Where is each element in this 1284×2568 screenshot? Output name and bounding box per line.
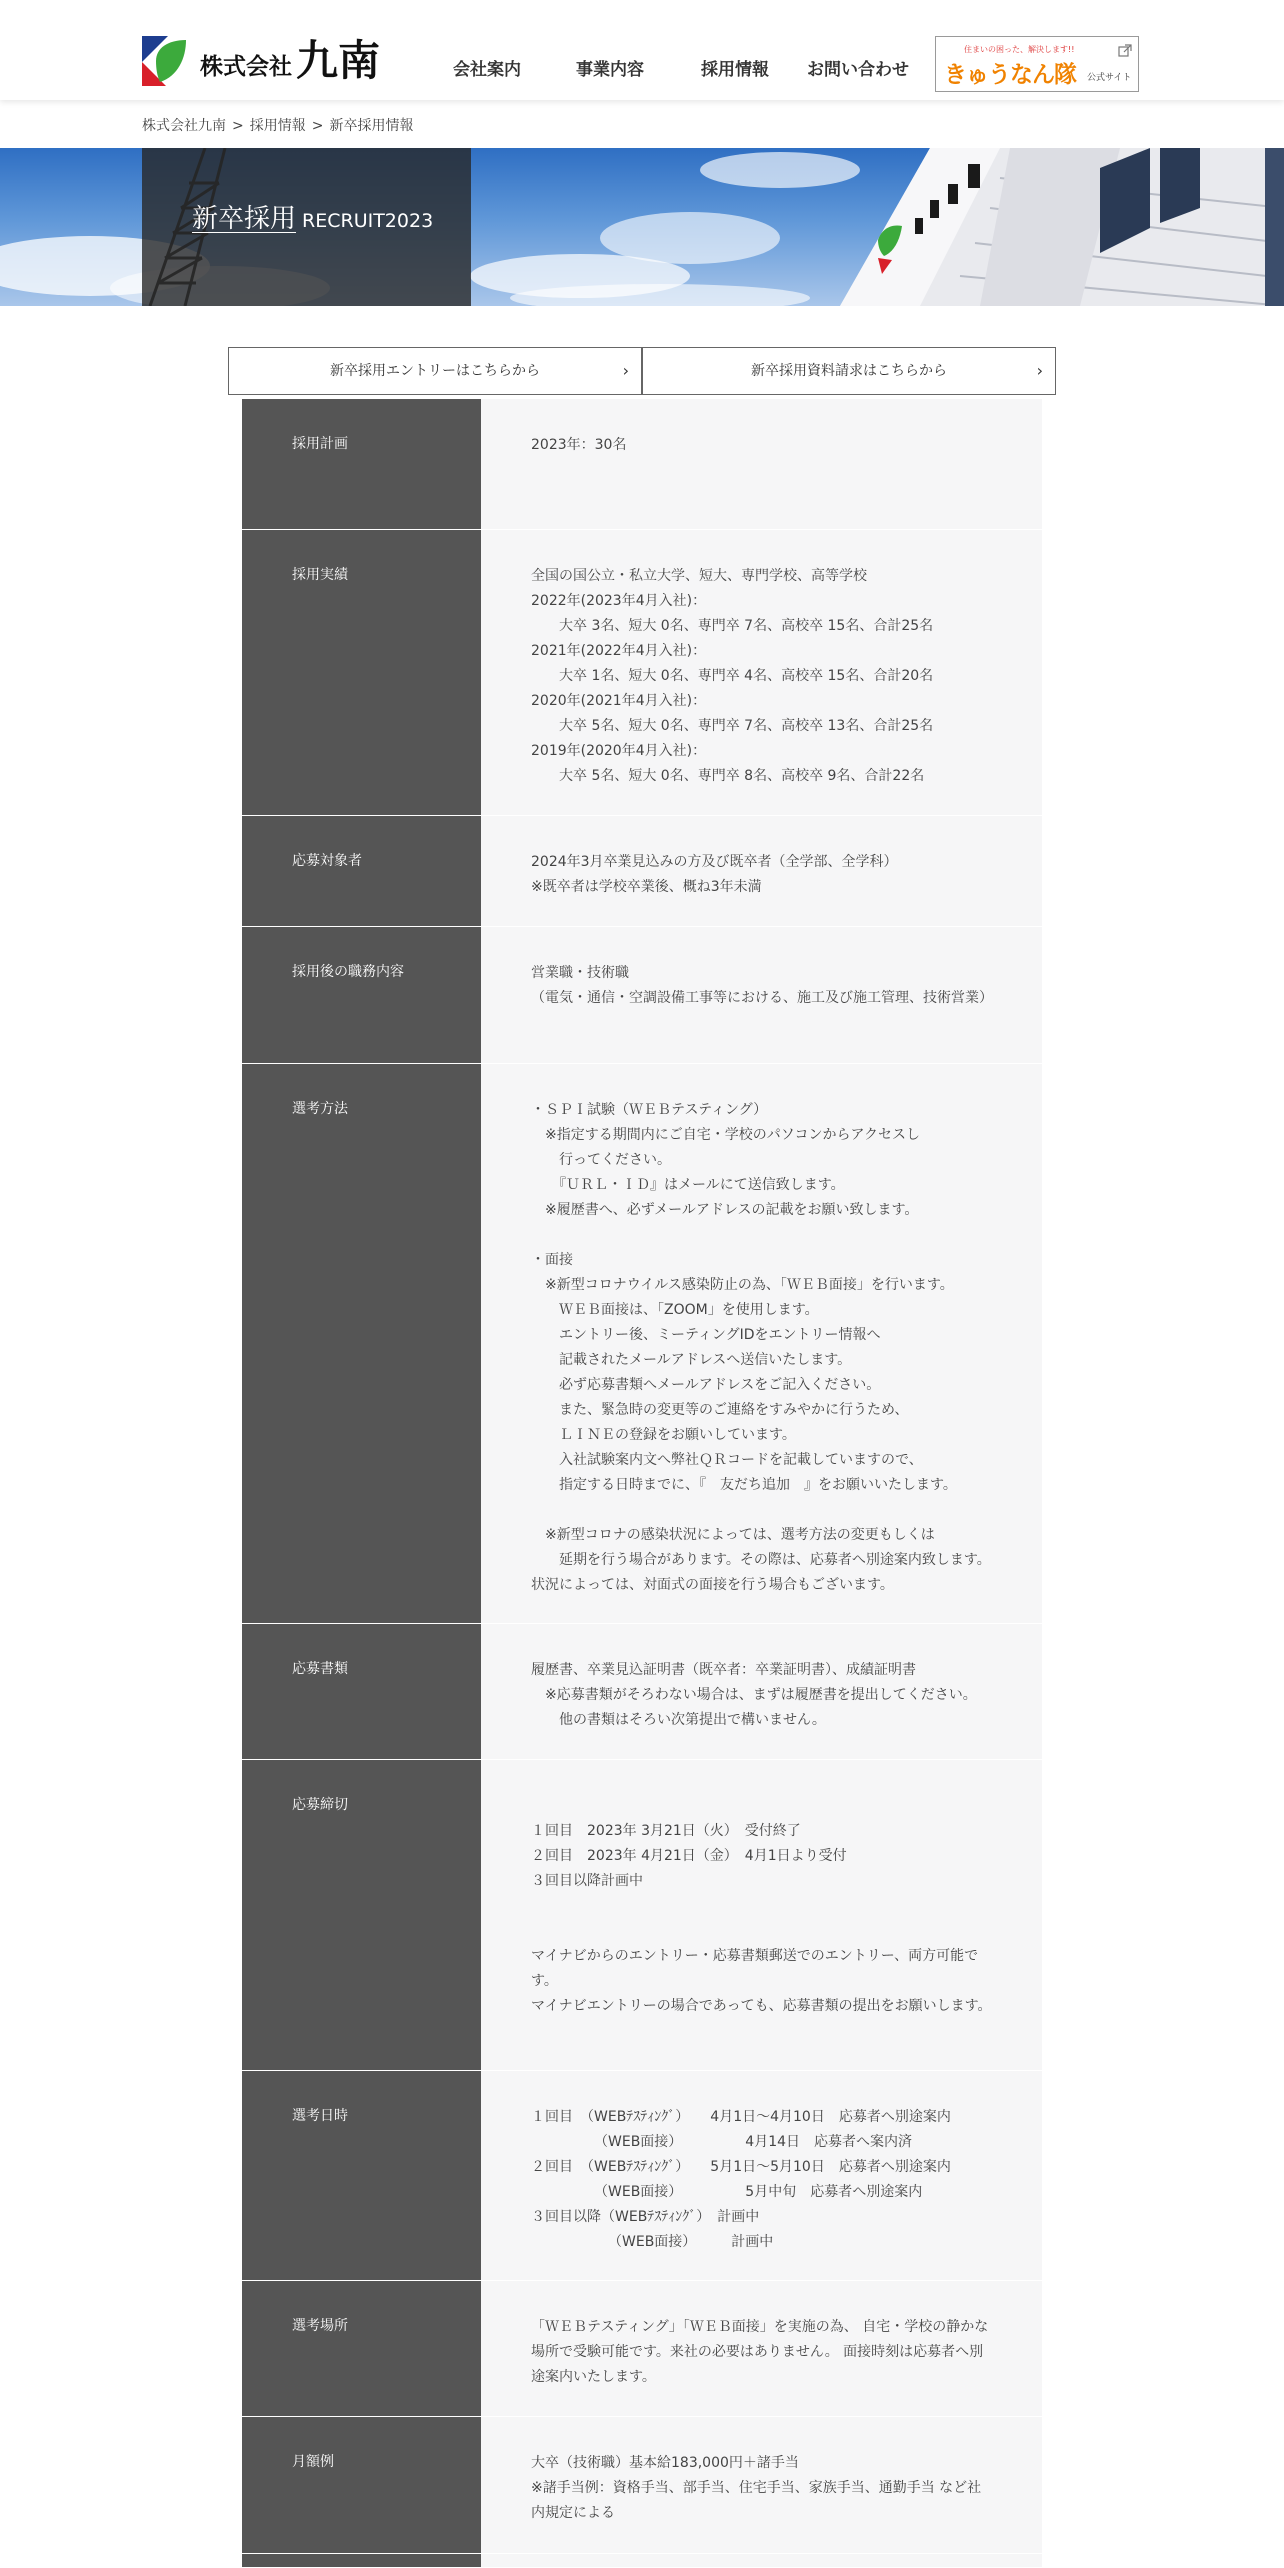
hero-title-box	[142, 148, 471, 306]
table-row	[242, 399, 1042, 530]
table-data-cell	[481, 2554, 1042, 2568]
table-row	[242, 530, 1042, 816]
table-header-cell: 応募対象者	[242, 816, 481, 927]
breadcrumb	[142, 115, 413, 135]
materials-button-label: 新卒採用資料請求はこちらから	[751, 363, 947, 379]
table-header-cell: 応募書類	[242, 1624, 481, 1760]
chevron-right-icon: ›	[622, 361, 629, 380]
breadcrumb-home[interactable]: 株式会社九南	[142, 118, 226, 134]
entry-button[interactable]	[228, 347, 642, 395]
materials-request-button[interactable]	[642, 347, 1056, 395]
table-header-cell: 採用計画	[242, 399, 481, 530]
nav-company[interactable]: 会社案内	[453, 60, 521, 80]
table-row	[242, 2554, 1042, 2568]
table-header-cell: 採用実績	[242, 530, 481, 816]
breadcrumb-separator: >	[232, 118, 244, 134]
nav-business[interactable]: 事業内容	[576, 60, 644, 80]
site-logo[interactable]	[142, 34, 380, 88]
recruitment-table	[242, 399, 1042, 2568]
table-header-cell	[242, 2554, 481, 2568]
table-data-cell: 2024年3月卒業見込みの方及び既卒者（全学部、全学科） ※既卒者は学校卒業後、概ね3年未満	[481, 816, 1042, 927]
table-data-cell: 全国の国公立・私立大学、短大、専門学校、高等学校 2022年(2023年4月入社)： 大卒 3名、短大 0名、専門卒 7名、高校卒 15名、合計25名 2021年(2022年4月入社)： 大卒 1名、短大 0名、専門卒 4名、高校卒 15名、合計20名 2020年(2021年4月入社)： 大卒 5名、短大 0名、専門卒 7名、高校卒 13名、合計25名 2019年(2020年4月入社)： 大卒 5名、短大 0名、専門卒 8名、高校卒 9名、合計22名	[481, 530, 1042, 816]
table-data-cell: 「ＷＥＢテスティング」「ＷＥＢ面接」を実施の為、 自宅・学校の静かな場所で受験可能です。来社の必要はありません。 面接時刻は応募者へ別途案内いたします。	[481, 2281, 1042, 2417]
chevron-right-icon: ›	[1036, 361, 1043, 380]
logo-name-text: 九南	[296, 36, 381, 85]
banner-tagline: 住まいの困った、解決します!!	[964, 45, 1075, 54]
table-row	[242, 1624, 1042, 1760]
table-row	[242, 927, 1042, 1064]
table-data-cell: １回目 2023年 3月21日（火） 受付終了 ２回目 2023年 4月21日（金） 4月1日より受付 ３回目以降計画中 マイナビからのエントリー・応募書類郵送でのエントリー、両方可能です。 マイナビエントリーの場合であっても、応募書類の提出をお願いします。	[481, 1760, 1042, 2071]
table-header-cell: 選考方法	[242, 1064, 481, 1624]
table-data-cell: 大卒（技術職）基本給183,000円＋諸手当 ※諸手当例：資格手当、部手当、住宅手当、家族手当、通勤手当 など社内規定による	[481, 2417, 1042, 2554]
logo-mark-icon	[142, 36, 192, 86]
hero-title-jp: 新卒採用	[192, 204, 297, 234]
table-header-cell: 選考日時	[242, 2071, 481, 2281]
table-data-cell: 履歴書、卒業見込証明書（既卒者：卒業証明書）、成績証明書 ※応募書類がそろわない場合は、まずは履歴書を提出してください。 他の書類はそろい次第提出で構いません。	[481, 1624, 1042, 1760]
table-data-cell: １回目 （WEBﾃｽﾃｨﾝｸﾞ） 4月1日～4月10日 応募者へ別途案内 （WEB面接） 4月14日 応募者へ案内済 ２回目 （WEBﾃｽﾃｨﾝｸﾞ） 5月1日～5月10日 応募者へ別途案内 （WEB面接） 5月中旬 応募者へ別途案内 ３回目以降（WEBﾃｽﾃｨﾝｸﾞ） 計画中 （WEB面接） 計画中	[481, 2071, 1042, 2281]
hero-banner	[0, 148, 1284, 306]
kyunan-tai-banner[interactable]	[935, 36, 1139, 92]
external-link-icon	[1118, 43, 1132, 57]
site-header	[0, 0, 1284, 100]
table-row	[242, 1064, 1042, 1624]
table-data-cell: 2023年：30名	[481, 399, 1042, 530]
banner-subtitle: 公式サイト	[1087, 73, 1132, 83]
table-row	[242, 816, 1042, 927]
table-data-cell: 営業職・技術職 （電気・通信・空調設備工事等における、施工及び施工管理、技術営業）	[481, 927, 1042, 1064]
table-row	[242, 1760, 1042, 2071]
table-header-cell: 応募締切	[242, 1760, 481, 2071]
banner-title: きゅうなん隊	[944, 62, 1076, 88]
table-row	[242, 2071, 1042, 2281]
hero-title	[192, 198, 433, 235]
table-data-cell: ・ＳＰＩ試験（ＷＥＢテスティング） ※指定する期間内にご自宅・学校のパソコンからアクセスし 行ってください。 『ＵＲＬ・ＩＤ』はメールにて送信致します。 ※履歴書へ、必ずメールアドレスの記載をお願い致します。 ・面接 ※新型コロナウイルス感染防止の為、「ＷＥＢ面接」を行います。 ＷＥＢ面接は、「ZOOM」を使用します。 エントリー後、ミーティングIDをエントリー情報へ 記載されたメールアドレスへ送信いたします。 必ず応募書類へメールアドレスをご記入ください。 また、緊急時の変更等のご連絡をすみやかに行うため、 ＬＩＮＥの登録をお願いしています。 入社試験案内文へ弊社ＱＲコードを記載していますので、 指定する日時までに、『 友だち追加 』をお願いいたします。 ※新型コロナの感染状況によっては、選考方法の変更もしくは 延期を行う場合があります。その際は、応募者へ別途案内致します。状況によっては、対面式の面接を行う場合もございます。	[481, 1064, 1042, 1624]
table-header-cell: 選考場所	[242, 2281, 481, 2417]
breadcrumb-current: 新卒採用情報	[329, 118, 414, 134]
breadcrumb-recruit[interactable]: 採用情報	[249, 118, 306, 134]
table-row	[242, 2417, 1042, 2554]
table-header-cell: 採用後の職務内容	[242, 927, 481, 1064]
nav-contact[interactable]: お問い合わせ	[807, 60, 909, 80]
entry-button-label: 新卒採用エントリーはこちらから	[330, 363, 540, 379]
hero-title-en: RECRUIT2023	[302, 210, 434, 232]
nav-recruit[interactable]: 採用情報	[701, 60, 769, 80]
breadcrumb-separator: >	[311, 118, 324, 134]
table-row	[242, 2281, 1042, 2417]
logo-company-text: 株式会社	[200, 53, 292, 80]
table-header-cell: 月額例	[242, 2417, 481, 2554]
